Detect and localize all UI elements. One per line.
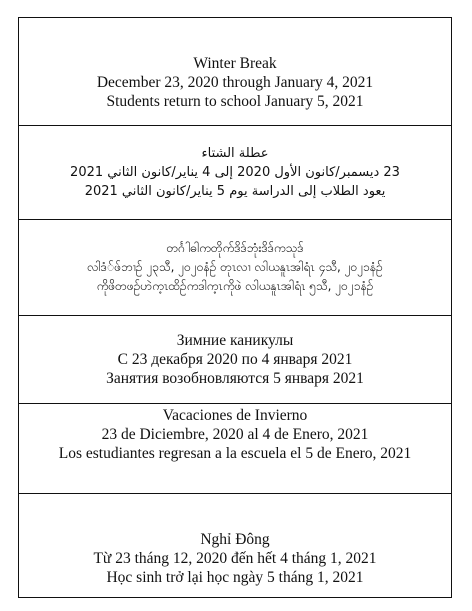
russian-dates: С 23 декабря 2020 по 4 января 2021 (117, 351, 353, 368)
arabic-dates: 23 ديسمبر/كانون الأول 2020 إلى 4 يناير/كانون الثاني 2021 (70, 165, 400, 180)
burmese-section (19, 220, 451, 316)
russian-return: Занятия возобновляются 5 января 2021 (106, 370, 364, 387)
arabic-title: عطلة الشتاء (201, 146, 269, 161)
spanish-return: Los estudiantes regresan a la escuela el 5 de Enero, 2021 (58, 445, 412, 462)
spanish-section (19, 404, 451, 494)
english-title: Winter Break (193, 55, 277, 72)
spanish-dates: 23 de Diciembre, 2020 al 4 de Enero, 2021 (101, 426, 369, 443)
arabic-section (19, 126, 451, 220)
english-dates: December 23, 2020 through January 4, 2021 (96, 74, 374, 91)
burmese-return: ကိုဖိတဖဉ်ဟဲက့ၤထိဉ်ကဒါက့ၤကိုဖဲ လါယနူၤအါရံၤ ၅သီ, ၂၀၂၁နံဉ် (96, 279, 374, 293)
spanish-title: Vacaciones de Invierno (162, 407, 308, 424)
burmese-dates: လါဒံ်ဖ်ဘၢဉ် ၂၃သီ, ၂၀၂၀နံဉ် တုၤလၢ လါယနူၤအါရံၤ ၄သီ, ၂၀၂၁နံဉ် (87, 260, 383, 274)
winter-break-notice-table (18, 17, 452, 598)
vietnamese-section (19, 494, 451, 597)
english-section (19, 18, 451, 126)
vietnamese-title: Nghỉ Đông (200, 531, 270, 548)
russian-section (19, 316, 451, 404)
arabic-return: يعود الطلاب إلى الدراسة يوم 5 يناير/كانون الثاني 2021 (84, 184, 386, 199)
vietnamese-return: Học sinh trở lại học ngày 5 tháng 1, 2021 (106, 569, 364, 586)
english-return: Students return to school January 5, 2021 (106, 93, 364, 110)
burmese-title: တင်္ဂါဓါကတိုက်ဒိဒ်ဘုံးဒိဒ်ကသုဒ် (166, 241, 304, 255)
vietnamese-dates: Từ 23 tháng 12, 2020 đến hết 4 tháng 1, 2021 (93, 550, 377, 567)
russian-title: Зимние каникулы (176, 332, 294, 349)
